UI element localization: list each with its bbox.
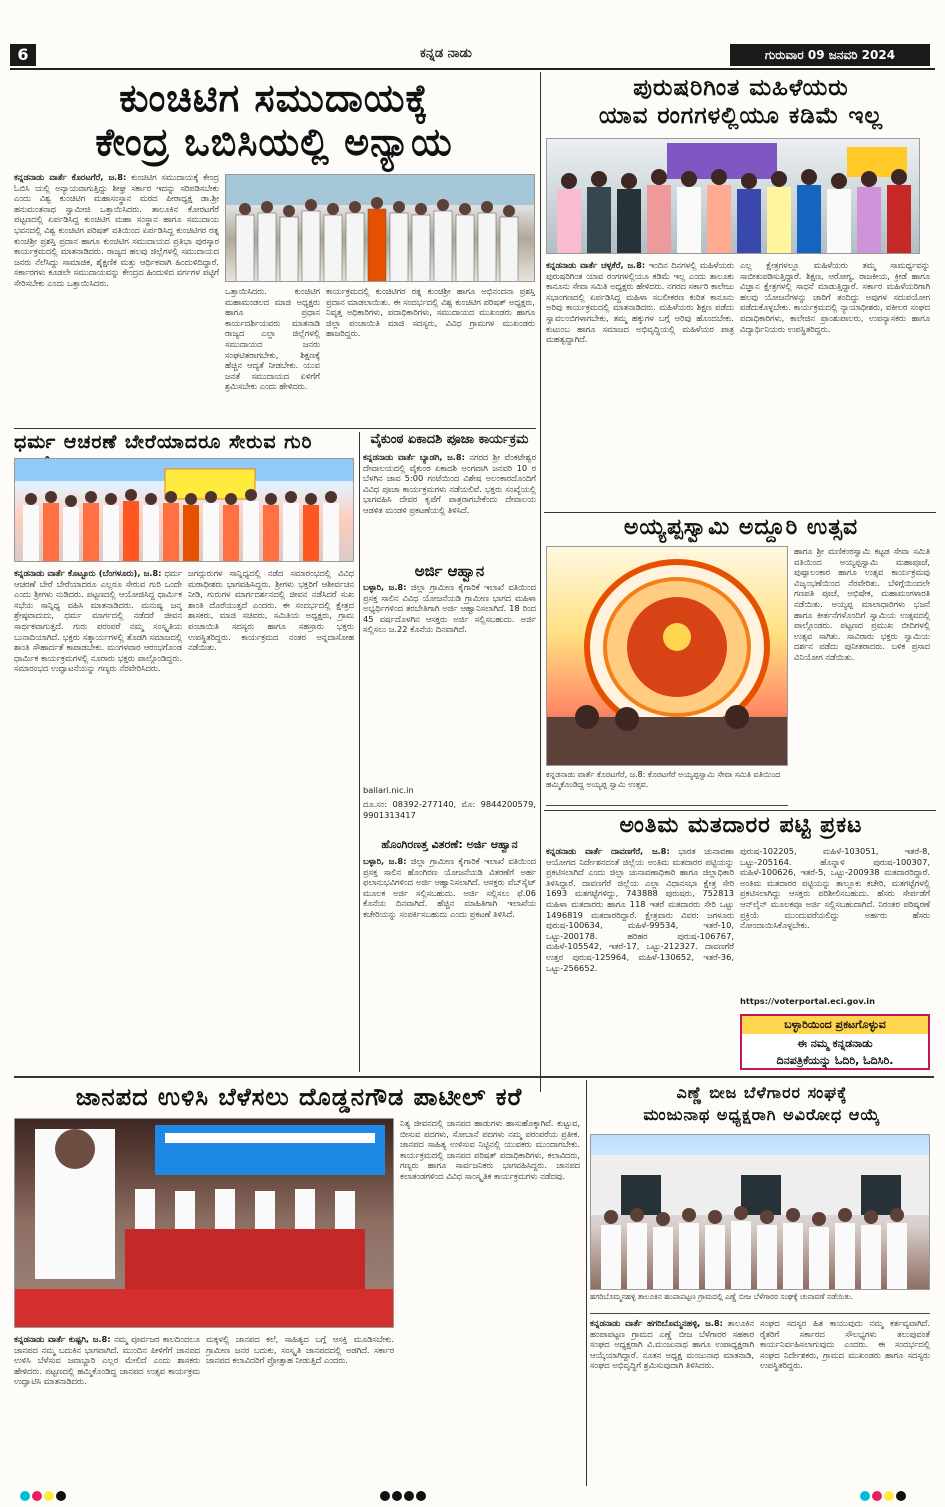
women-dateline: ಕನ್ನಡನಾಡು ವಾರ್ತೆ ಚಳ್ಳಕೆರೆ, ಜ.8: [546, 260, 646, 270]
voters-headline: ಅಂತಿಮ ಮತದಾರರ ಪಟ್ಟಿ ಪ್ರಕಟ [619, 813, 863, 838]
section-rule-right [544, 512, 936, 513]
section-rule-bottom [14, 1076, 934, 1078]
column-divider [540, 72, 541, 1092]
women-photo-art [547, 139, 920, 254]
dharma-body-2: ಜಗದ್ಗುರುಗಳ ಸಾನ್ನಿಧ್ಯದಲ್ಲಿ ನಡೆದ ಸಮಾರಂಭದಲ್ಲಿ ವಿವಿಧ ಮಠಾಧೀಶರು ಭಾಗವಹಿಸಿದ್ದರು. ಶ್ರೀಗಳು ಭಕ್ತರಿಗೆ ಆಶೀರ್ವಚನ ನೀಡಿ, ಗುರುಗಳ ಮಾರ್ಗದರ್ಶನದಲ್ಲಿ ಜೀವನ ನಡೆಸಿದರೆ ಸುಖ ಶಾಂತಿ ದೊರೆಯುತ್ತದೆ ಎಂದರು. ಈ ಸಂದರ್ಭದಲ್ಲಿ ಕ್ಷೇತ್ರದ ಶಾಸಕರು, ಮಾಜಿ ಸಚಿವರು, ಸಮಿತಿಯ ಅಧ್ಯಕ್ಷರು, ಗ್ರಾಮ ಪಂಚಾಯಿತಿ ಸದಸ್ಯರು ಹಾಗೂ ಸಹಸ್ರಾರು ಭಕ್ತರು ಉಪಸ್ಥಿತರಿದ್ದರು. ಕಾರ್ಯಕ್ರಮದ ನಂತರ ಅನ್ನದಾಸೋಹ ನಡೆಯಿತು. [188, 568, 354, 653]
hongirana-body [363, 856, 536, 1068]
kunchitiga-body-2: ಒತ್ತಾಯಿಸಿದರು. ಕುಂಚಿಟಿಗ ಮಹಾಮಂಡಲದ ಮಾಜಿ ಅಧ್ಯಕ್ಷರು ಹಾಗೂ ಪ್ರಧಾನ ಕಾರ್ಯದರ್ಶಿಯವರು ಮಾತನಾಡಿ ರಾಜ್ಯದ ಎಲ್ಲಾ ಜಿಲ್ಲೆಗಳಲ್ಲಿ ಸಮುದಾಯದ ಜನರು ಸಂಘಟಿತರಾಗಬೇಕು, ಶಿಕ್ಷಣಕ್ಕೆ ಹೆಚ್ಚಿನ ಆದ್ಯತೆ ನೀಡಬೇಕು. ಯುವ ಜನತೆ ಸಮುದಾಯದ ಏಳಿಗೆಗೆ ಶ್ರಮಿಸಬೇಕು ಎಂದು ಹೇಳಿದರು. [225, 286, 320, 392]
women-photo [546, 138, 920, 254]
janapada-col-3 [400, 1118, 580, 1484]
ayyappa-headline: ಅಯ್ಯಪ್ಪಸ್ವಾಮಿ ಅದ್ದೂರಿ ಉತ್ಸವ [623, 515, 859, 540]
kunchitiga-photo-art [226, 175, 535, 282]
janapada-col-2 [206, 1334, 394, 1484]
kunchitiga-col-1 [14, 172, 219, 422]
promo-line-1: ಬಳ್ಳಾರಿಯಿಂದ ಪ್ರಕಟಗೊಳ್ಳುವ [742, 1016, 928, 1034]
dharma-col-1 [14, 568, 182, 1068]
voters-body-2: ಪುರುಷ-102205, ಮಹಿಳೆ-103051, ಇತರೆ-8, ಒಟ್ಟು-205164. ಹೊನ್ನಾಳಿ ಪುರುಷ-100307, ಮಹಿಳೆ-100626, ಇತರೆ-5, ಒಟ್ಟು-200938 ಮತದಾರರಿದ್ದಾರೆ. ಅಂತಿಮ ಮತದಾರರ ಪಟ್ಟಿಯನ್ನು ತಾಲ್ಲೂಕು ಕಚೇರಿ, ಮತಗಟ್ಟೆಗಳಲ್ಲಿ ಪ್ರಕಟಿಸಲಾಗಿದ್ದು ಆಸಕ್ತರು ಪರಿಶೀಲಿಸಬಹುದು. ಹೆಸರು ಸೇರ್ಪಡೆಗೆ ಆನ್‌ಲೈನ್ ಮೂಲಕವೂ ಅರ್ಜಿ ಸಲ್ಲಿಸಬಹುದಾಗಿದೆ. ನಿರಂತರ ಪರಿಷ್ಕರಣೆ ಪ್ರಕ್ರಿಯೆ ಮುಂದುವರೆಯಲಿದ್ದು ಅರ್ಹರು ಹೆಸರು ನೋಂದಾಯಿಸಿಕೊಳ್ಳಬೇಕು. [740, 846, 930, 931]
oilseeds-dateline: ಕನ್ನಡನಾಡು ವಾರ್ತೆ ಹಗರಿಬೊಮ್ಮನಹಳ್ಳಿ, ಜ.8: [590, 1318, 724, 1328]
arji-text: ಜಿಲ್ಲಾ ಗ್ರಾಮೀಣ ಕೈಗಾರಿಕೆ ಇಲಾಖೆ ವತಿಯಿಂದ ಪ್ರಸಕ್ತ ಸಾಲಿನ ವಿವಿಧ ಯೋಜನೆಯಡಿ ಗ್ರಾಮೀಣ ಭಾಗದ ಮಹಿಳಾ ಅಭ್ಯರ್ಥಿಗಳಿಂದ ತರಬೇತಿಗಾಗಿ ಅರ್ಜಿ ಆಹ್ವಾನಿಸಲಾಗಿದೆ. 18 ರಿಂದ 45 ವರ್ಷದೊಳಗಿನ ಆಸಕ್ತರು ಅರ್ಜಿ ಸಲ್ಲಿಸಬಹುದು. ಅರ್ಜಿ ಸಲ್ಲಿಸಲು ಜ.22 ಕೊನೆಯ ದಿನವಾಗಿದೆ. [363, 582, 536, 635]
oilseeds-photo-art [591, 1135, 930, 1290]
voters-website[interactable]: https://voterportal.eci.gov.in [740, 996, 875, 1006]
ayyappa-body: ಹಾಗೂ ಶ್ರೀ ಮಣಿಕಂಠಸ್ವಾಮಿ ಕಟ್ಟಡ ಸೇವಾ ಸಮಿತಿ ವತಿಯಿಂದ ಅಯ್ಯಪ್ಪಸ್ವಾಮಿ ಮಹಾಪೂಜೆ, ಪುಷ್ಪಾಲಂಕಾರ ಹಾಗೂ ಉತ್ಸವ ಕಾರ್ಯಕ್ರಮವು ವಿಜೃಂಭಣೆಯಿಂದ ನೆರವೇರಿತು. ಬೆಳಿಗ್ಗೆಯಿಂದಲೇ ಗಣಪತಿ ಪೂಜೆ, ಅಭಿಷೇಕ, ಮಹಾಮಂಗಳಾರತಿ ನಡೆಯಿತು. ಅಯ್ಯಪ್ಪ ಮಾಲಾಧಾರಿಗಳು ಭಜನೆ ಹಾಗೂ ಕೀರ್ತನೆಗಳೊಂದಿಗೆ ಸ್ವಾಮಿಯ ಉತ್ಸವದಲ್ಲಿ ಪಾಲ್ಗೊಂಡರು. ಪಟ್ಟಣದ ಪ್ರಮುಖ ಬೀದಿಗಳಲ್ಲಿ ಉತ್ಸವ ಸಾಗಿತು. ಸಾವಿರಾರು ಭಕ್ತರು ಸ್ವಾಮಿಯ ದರ್ಶನ ಪಡೆದು ಪುನೀತರಾದರು. ಬಳಿಕ ಪ್ರಸಾದ ವಿನಿಯೋಗ ನಡೆಯಿತು. [794, 546, 930, 662]
janapada-col-1 [14, 1334, 200, 1484]
hongirana-headline: ಹೊಂಗಿರಣತ್ತ ವಿತರಣೆ: ಅರ್ಜಿ ಆಹ್ವಾನ [381, 838, 518, 851]
women-headline-2: ಯಾವ ರಂಗಗಳಲ್ಲಿಯೂ ಕಡಿಮೆ ಇಲ್ಲ [598, 103, 884, 129]
hongirana-text: ಜಿಲ್ಲಾ ಗ್ರಾಮೀಣ ಕೈಗಾರಿಕೆ ಇಲಾಖೆ ವತಿಯಿಂದ ಪ್ರಸಕ್ತ ಸಾಲಿನ ಹೊಂಗಿರಣ ಯೋಜನೆಯಡಿ ವಿತರಣೆಗೆ ಅರ್ಹ ಫಲಾನುಭವಿಗಳಿಂದ ಅರ್ಜಿ ಆಹ್ವಾನಿಸಲಾಗಿದೆ. ಆಸಕ್ತರು ವೆಬ್‌ಸೈಟ್ ಮೂಲಕ ಅರ್ಜಿ ಸಲ್ಲಿಸಬಹುದು. ಅರ್ಜಿ ಸಲ್ಲಿಸಲು ಫೆ.06 ಕೊನೆಯ ದಿನವಾಗಿದೆ. ಹೆಚ್ಚಿನ ಮಾಹಿತಿಗಾಗಿ ಇಲಾಖೆಯ ಕಚೇರಿಯನ್ನು ಸಂಪರ್ಕಿಸಬಹುದು ಎಂದು ಪ್ರಕಟಣೆ ತಿಳಿಸಿದೆ. [363, 856, 536, 919]
kunchitiga-col-2 [225, 286, 320, 426]
paper-name: ಕನ್ನಡ ನಾಡು [420, 46, 472, 61]
arji-body [363, 582, 536, 782]
vaikuntha-dateline: ಕನ್ನಡನಾಡು ವಾರ್ತೆ ಬ್ಯಾಡಗಿ, ಜ.8: [363, 452, 465, 462]
page-number: 6 [10, 44, 36, 66]
kunchitiga-photo [225, 174, 535, 282]
masthead-rule [10, 68, 935, 70]
arji-website: ballari.nic.in [363, 785, 414, 795]
dharma-photo-art [15, 459, 354, 562]
kunchitiga-headline-1: ಕುಂಚಿಟಿಗ ಸಮುದಾಯಕ್ಕೆ [119, 76, 429, 120]
ayyappa-caption: ಕನ್ನಡನಾಡು ವಾರ್ತೆ ಕೊರಟಗೆರೆ, ಜ.8: ಕೊರಟಗೆರೆ ಅಯ್ಯಪ್ಪಸ್ವಾಮಿ ಸೇವಾ ಸಮಿತಿ ವತಿಯಿಂದ ಹಮ್ಮಿಕೊಂಡಿದ್ದ ಅಯ್ಯಪ್ಪ ಸ್ವಾಮಿ ಉತ್ಸವ. [546, 770, 788, 806]
janapada-body-2: ಮಕ್ಕಳಲ್ಲಿ ಜಾನಪದ ಕಲೆ, ಸಾಹಿತ್ಯದ ಬಗ್ಗೆ ಆಸಕ್ತಿ ಮೂಡಿಸಬೇಕು. ಗ್ರಾಮೀಣ ಜನರ ಬದುಕು, ಸಂಸ್ಕೃತಿ ಜಾನಪದದಲ್ಲಿ ಅಡಗಿದೆ. ಸರ್ಕಾರ ಜಾನಪದ ಕಲಾವಿದರಿಗೆ ಪ್ರೋತ್ಸಾಹ ನೀಡುತ್ತಿದೆ ಎಂದರು. [206, 1334, 394, 1366]
oilseeds-col-2 [760, 1318, 930, 1484]
women-col-2 [740, 260, 930, 510]
dharma-body-1: ಧರ್ಮ ಆಚರಣೆ ಬೇರೆ ಬೇರೆಯಾದರೂ ಎಲ್ಲರೂ ಸೇರುವ ಗುರಿ ಒಂದೇ ಎಂದು ಶ್ರೀಗಳು ನುಡಿದರು. ಪಟ್ಟಣದಲ್ಲಿ ಆಯೋಜಿಸಿದ್ದ ಧಾರ್ಮಿಕ ಸಭೆಯ ಸಾನ್ನಿಧ್ಯ ವಹಿಸಿ ಮಾತನಾಡಿದರು. ಮನುಷ್ಯ ಜನ್ಮ ಶ್ರೇಷ್ಠವಾದುದು, ಧರ್ಮ ಮಾರ್ಗದಲ್ಲಿ ನಡೆದರೆ ಜೀವನ ಸಾರ್ಥಕವಾಗುತ್ತದೆ. ಗುರು ಪರಂಪರೆ ನಮ್ಮ ಸಂಸ್ಕೃತಿಯ ಬುನಾದಿಯಾಗಿದೆ. ಭಕ್ತರು ಸತ್ಕಾರ್ಯಗಳಲ್ಲಿ ತೊಡಗಿ ಸಮಾಜದಲ್ಲಿ ಶಾಂತಿ ಸೌಹಾರ್ದತೆ ಕಾಪಾಡಬೇಕು. ಮಂಗಳವಾರ ಆರಂಭಗೊಂಡ ಧಾರ್ಮಿಕ ಕಾರ್ಯಕ್ರಮಗಳಲ್ಲಿ ನೂರಾರು ಭಕ್ತರು ಪಾಲ್ಗೊಂಡಿದ್ದರು. ಸಮಾರಂಭದ ಉದ್ಘಾಟನೆಯನ್ನು ಗಣ್ಯರು ನೆರವೇರಿಸಿದರು. [14, 568, 182, 674]
promo-line-3: ದಿನಪತ್ರಿಕೆಯನ್ನು ಓದಿರಿ, ಓದಿಸಿರಿ. [776, 1054, 894, 1067]
hongirana-dateline: ಬಳ್ಳಾರಿ, ಜ.8: [363, 856, 407, 866]
women-headline-1: ಪುರುಷರಿಗಿಂತ ಮಹಿಳೆಯರು [633, 75, 849, 101]
women-col-1 [546, 260, 734, 510]
voters-col-1 [546, 846, 734, 1068]
janapada-dateline: ಕನ್ನಡನಾಡು ವಾರ್ತೆ ಕುಷ್ಟಗಿ, ಜ.8: [14, 1334, 111, 1344]
dharma-dateline: ಕನ್ನಡನಾಡು ವಾರ್ತೆ ಕೊಟ್ಟೂರು (ಬೆಂಗಳೂರು), ಜ.8: [14, 568, 162, 578]
dharma-headline: ಧರ್ಮ ಆಚರಣೆ ಬೇರೆಯಾದರೂ ಸೇರುವ ಗುರಿ [14, 431, 313, 453]
vaikuntha-body [363, 452, 536, 560]
kunchitiga-body-1: ಕುಂಚಿಟಿಗ ಸಮುದಾಯಕ್ಕೆ ಕೇಂದ್ರ ಓಬಿಸಿ ಯಲ್ಲಿ ಅನ್ಯಾಯವಾಗುತ್ತಿದ್ದು ಶೀಘ್ರ ಸರ್ಕಾರ ಇದನ್ನು ಸರಿಪಡಿಸಬೇಕು ಎಂದು ವಿಶ್ವ ಕುಂಚಿಟಿಗ ಮಹಾಸಂಸ್ಥಾನ ಮಠದ ಪೀಠಾಧ್ಯಕ್ಷ ಡಾ.ಶ್ರೀ ಹನುಮಂತನಾಥ ಸ್ವಾಮೀಜಿ ಒತ್ತಾಯಿಸಿದರು. ತಾಲೂಕಿನ ಕೋರಟಗೆರೆ ಪಟ್ಟಣದಲ್ಲಿ ಏರ್ಪಡಿಸಿದ್ದ ಕುಂಚಿಟಿಗ ಮಹಾ ಸಂಸ್ಥಾನ ಹಾಗೂ ಸಮುದಾಯ ಭವನದಲ್ಲಿ ವಿಶ್ವ ಕುಂಚಿಟಿಗ ಪರಿಷತ್ ವತಿಯಿಂದ ಏರ್ಪಡಿಸಿದ್ದ ಕುಂಚಿಟಿಗರ ರತ್ನ ಕುಂಚಿಶ್ರೀ ಪ್ರಶಸ್ತಿ ಪ್ರದಾನ ಹಾಗೂ ಕುಂಚಿಟಿಗ ಸಮುದಾಯದ ಪ್ರತಿಭಾ ಪುರಸ್ಕಾರ ಕಾರ್ಯಕ್ರಮದಲ್ಲಿ ಮಾತನಾಡಿದರು. ರಾಜ್ಯದ ಹಲವು ಜಿಲ್ಲೆಗಳಲ್ಲಿ ಸಮುದಾಯದ ಜನರು ನೆಲೆಸಿದ್ದು ಸಾಮಾಜಿಕ, ಶೈಕ್ಷಣಿಕ ಮತ್ತು ಆರ್ಥಿಕವಾಗಿ ಹಿಂದುಳಿದಿದ್ದಾರೆ. ಸರ್ಕಾರಗಳು ಕೂಡಲೇ ಸಮುದಾಯವನ್ನು ಕೇಂದ್ರದ ಹಿಂದುಳಿದ ವರ್ಗಗಳ ಪಟ್ಟಿಗೆ ಸೇರಿಸಬೇಕು ಎಂದು ಒತ್ತಾಯಿಸಿದರು. [14, 172, 219, 288]
oilseeds-col-1 [590, 1318, 754, 1484]
janapada-photo [14, 1118, 394, 1328]
voters-col-2 [740, 846, 930, 994]
women-body-2: ಎಲ್ಲ ಕ್ಷೇತ್ರಗಳಲ್ಲೂ ಮಹಿಳೆಯರು ತಮ್ಮ ಸಾಮರ್ಥ್ಯವನ್ನು ಸಾಬೀತುಪಡಿಸುತ್ತಿದ್ದಾರೆ. ಶಿಕ್ಷಣ, ಆರೋಗ್ಯ, ರಾಜಕೀಯ, ಕ್ರೀಡೆ ಹಾಗೂ ವಿಜ್ಞಾನ ಕ್ಷೇತ್ರಗಳಲ್ಲಿ ಸಾಧನೆ ಮಾಡುತ್ತಿದ್ದಾರೆ. ಸರ್ಕಾರ ಮಹಿಳೆಯರಿಗಾಗಿ ಹಲವು ಯೋಜನೆಗಳನ್ನು ಜಾರಿಗೆ ತಂದಿದ್ದು ಅವುಗಳ ಸದುಪಯೋಗ ಪಡೆದುಕೊಳ್ಳಬೇಕು. ಕಾರ್ಯಕ್ರಮದಲ್ಲಿ ನ್ಯಾಯಾಧೀಶರು, ವಕೀಲರ ಸಂಘದ ಪದಾಧಿಕಾರಿಗಳು, ಕಾಲೇಜಿನ ಪ್ರಾಂಶುಪಾಲರು, ಉಪನ್ಯಾಸಕರು ಹಾಗೂ ವಿದ್ಯಾರ್ಥಿನಿಯರು ಉಪಸ್ಥಿತರಿದ್ದರು. [740, 260, 930, 334]
column-divider-bottom [586, 1080, 587, 1486]
promo-box [740, 1014, 930, 1070]
dharma-col-2 [188, 568, 354, 1068]
kunchitiga-body-3: ಕಾರ್ಯಕ್ರಮದಲ್ಲಿ ಕುಂಚಿಟಿಗರ ರತ್ನ ಕುಂಚಿಶ್ರೀ ಹಾಗೂ ಅಭಿನಂದನಾ ಪ್ರಶಸ್ತಿ ಪ್ರದಾನ ಮಾಡಲಾಯಿತು. ಈ ಸಂದರ್ಭದಲ್ಲಿ ವಿಶ್ವ ಕುಂಚಿಟಿಗ ಪರಿಷತ್ ಅಧ್ಯಕ್ಷರು, ನಿವೃತ್ತ ಅಧಿಕಾರಿಗಳು, ಪದಾಧಿಕಾರಿಗಳು, ಸಮುದಾಯದ ಮುಖಂಡರು ಹಾಗೂ ಜಿಲ್ಲಾ ಪಂಚಾಯಿತಿ ಮಾಜಿ ಸದಸ್ಯರು, ವಿವಿಧ ಗ್ರಾಮಗಳ ಮುಖಂಡರು ಹಾಜರಿದ್ದರು. [326, 286, 535, 339]
arji-contact: ದೂ.ಸಂ: 08392-277140, ಮೊ: 9844200579, 9901313417 [363, 799, 536, 820]
kunchitiga-dateline: ಕನ್ನಡನಾಡು ವಾರ್ತೆ ಕೊರಟಗೆರೆ, ಜ.8: [14, 172, 127, 182]
janapada-body-3: ನಿತ್ಯ ಜೀವನದಲ್ಲಿ ಜಾನಪದ ಹಾಡುಗಳು ಹಾಸುಹೊಕ್ಕಾಗಿವೆ. ಕುಟ್ಟುವ, ಬೀಸುವ ಪದಗಳು, ಸೋಬಾನೆ ಪದಗಳು ನಮ್ಮ ಪರಂಪರೆಯ ಪ್ರತೀಕ. ಜಾನಪದ ಸಾಹಿತ್ಯ ಉಳಿಸುವ ನಿಟ್ಟಿನಲ್ಲಿ ಯುವಕರು ಮುಂದಾಗಬೇಕು. ಕಾರ್ಯಕ್ರಮದಲ್ಲಿ ಜಾನಪದ ಪರಿಷತ್ ಪದಾಧಿಕಾರಿಗಳು, ಕಲಾವಿದರು, ಗಣ್ಯರು ಹಾಗೂ ಸಾರ್ವಜನಿಕರು ಭಾಗವಹಿಸಿದ್ದರು. ಜಾನಪದ ಕಲಾತಂಡಗಳಿಂದ ವಿವಿಧ ಸಾಂಸ್ಕೃತಿಕ ಕಾರ್ಯಕ್ರಮಗಳು ನಡೆದವು. [400, 1118, 580, 1181]
registration-marks-right [860, 1490, 908, 1504]
oilseeds-headline-2: ಮಂಜುನಾಥ ಅಧ್ಯಕ್ಷರಾಗಿ ಅವಿರೋಧ ಆಯ್ಕೆ [643, 1105, 881, 1124]
dharma-photo [14, 458, 354, 562]
voters-body-1: ಭಾರತ ಚುನಾವಣಾ ಆಯೋಗದ ನಿರ್ದೇಶನದಂತೆ ಜಿಲ್ಲೆಯ ಅಂತಿಮ ಮತದಾರರ ಪಟ್ಟಿಯನ್ನು ಪ್ರಕಟಿಸಲಾಗಿದೆ ಎಂದು ಜಿಲ್ಲಾ ಚುನಾವಣಾಧಿಕಾರಿ ಹಾಗೂ ಜಿಲ್ಲಾಧಿಕಾರಿ ತಿಳಿಸಿದ್ದಾರೆ. ದಾವಣಗೆರೆ ಜಿಲ್ಲೆಯ ಎಲ್ಲಾ ವಿಧಾನಸಭಾ ಕ್ಷೇತ್ರ ಸೇರಿ 1693 ಮತಗಟ್ಟೆಗಳಿದ್ದು, 743888 ಪುರುಷರು, 752813 ಮಹಿಳಾ ಮತದಾರರು ಹಾಗೂ 118 ಇತರೆ ಮತದಾರರು ಸೇರಿ ಒಟ್ಟು 1496819 ಮತದಾರರಿದ್ದಾರೆ. ಕ್ಷೇತ್ರವಾರು ವಿವರ: ಜಗಳೂರು ಪುರುಷ-100634, ಮಹಿಳೆ-99534, ಇತರೆ-10, ಒಟ್ಟು-200178. ಹರಿಹರ ಪುರುಷ-106767, ಮಹಿಳೆ-105542, ಇತರೆ-17, ಒಟ್ಟು-212327. ದಾವಣಗೆರೆ ಉತ್ತರ ಪುರುಷ-125964, ಮಹಿಳೆ-130652, ಇತರೆ-36, ಒಟ್ಟು-256652. [546, 846, 734, 973]
column-divider-inner [359, 432, 360, 1072]
kunchitiga-col-3 [326, 286, 535, 426]
women-body-1: ಇಂದಿನ ದಿನಗಳಲ್ಲಿ ಮಹಿಳೆಯರು ಪುರುಷರಿಗಿಂತ ಯಾವ ರಂಗಗಳಲ್ಲಿಯೂ ಕಡಿಮೆ ಇಲ್ಲ ಎಂದು ತಾಲೂಕು ಕಾನೂನು ಸೇವಾ ಸಮಿತಿ ಅಧ್ಯಕ್ಷರು ಹೇಳಿದರು. ನಗರದ ಸರ್ಕಾರಿ ಕಾಲೇಜು ಸಭಾಂಗಣದಲ್ಲಿ ಏರ್ಪಡಿಸಿದ್ದ ಮಹಿಳಾ ಸಬಲೀಕರಣ ಕುರಿತ ಕಾನೂನು ಅರಿವು ಕಾರ್ಯಕ್ರಮದಲ್ಲಿ ಮಾತನಾಡಿದರು. ಮಹಿಳೆಯರು ಶಿಕ್ಷಣ ಪಡೆದು ಸ್ವಾವಲಂಬಿಗಳಾಗಬೇಕು, ತಮ್ಮ ಹಕ್ಕುಗಳ ಬಗ್ಗೆ ಅರಿವು ಹೊಂದಬೇಕು. ಕುಟುಂಬ ಹಾಗೂ ಸಮಾಜದ ಅಭಿವೃದ್ಧಿಯಲ್ಲಿ ಮಹಿಳೆಯರ ಪಾತ್ರ ಮಹತ್ವದ್ದಾಗಿದೆ. [546, 260, 734, 345]
section-rule [14, 428, 536, 429]
ayyappa-photo-art [547, 547, 788, 766]
promo-line-2: ಈ ನಮ್ಮ ಕನ್ನಡನಾಡು [797, 1037, 873, 1050]
section-rule-right-2 [544, 810, 936, 811]
janapada-body-1: ನಮ್ಮ ಪೂರ್ವಜರ ಕಾಲದಿಂದಲೂ ಜಾನಪದ ನಮ್ಮ ಬದುಕಿನ ಭಾಗವಾಗಿದೆ. ಮುಂದಿನ ಪೀಳಿಗೆಗೆ ಜಾನಪದ ಉಳಿಸಿ ಬೆಳೆಸುವ ಜವಾಬ್ದಾರಿ ಎಲ್ಲರ ಮೇಲಿದೆ ಎಂದು ಶಾಸಕರು ಹೇಳಿದರು. ಪಟ್ಟಣದಲ್ಲಿ ಹಮ್ಮಿಕೊಂಡಿದ್ದ ಜಾನಪದ ಉತ್ಸವ ಕಾರ್ಯಕ್ರಮ ಉದ್ಘಾಟಿಸಿ ಮಾತನಾಡಿದರು. [14, 1334, 200, 1387]
janapada-photo-art [15, 1119, 394, 1328]
ayyappa-photo [546, 546, 788, 766]
oilseeds-body-2: ಸಂಘದ ಸದಸ್ಯರ ಹಿತ ಕಾಯುವುದು ನಮ್ಮ ಕರ್ತವ್ಯವಾಗಿದೆ. ರೈತರಿಗೆ ಸರ್ಕಾರದ ಸೌಲಭ್ಯಗಳು ತಲುಪುವಂತೆ ಕಾರ್ಯನಿರ್ವಹಿಸಲಾಗುವುದು ಎಂದರು. ಈ ಸಂದರ್ಭದಲ್ಲಿ ಸಂಘದ ನಿರ್ದೇಶಕರು, ಗ್ರಾಮದ ಮುಖಂಡರು ಹಾಗೂ ಸದಸ್ಯರು ಉಪಸ್ಥಿತರಿದ್ದರು. [760, 1318, 930, 1371]
oilseeds-body-1: ತಾಲೂಕಿನ ಹಂಪಾಪಟ್ಟಣ ಗ್ರಾಮದ ಎಣ್ಣೆ ಬೀಜ ಬೆಳೆಗಾರರ ಸಹಕಾರ ಸಂಘದ ಅಧ್ಯಕ್ಷರಾಗಿ ವಿ.ಮಂಜುನಾಥ ಹಾಗೂ ಉಪಾಧ್ಯಕ್ಷರಾಗಿ ಆಯ್ಕೆಯಾಗಿದ್ದಾರೆ. ನೂತನ ಅಧ್ಯಕ್ಷ ಮಂಜುನಾಥ ಮಾತನಾಡಿ, ಸಂಘದ ಅಭಿವೃದ್ಧಿಗೆ ಶ್ರಮಿಸುವುದಾಗಿ ತಿಳಿಸಿದರು. [590, 1318, 754, 1371]
registration-marks-center [380, 1490, 428, 1504]
kunchitiga-headline-2: ಕೇಂದ್ರ ಒಬಿಸಿಯಲ್ಲಿ ಅನ್ಯಾಯ [95, 120, 453, 164]
vaikuntha-text: ನಗರದ ಶ್ರೀ ವೆಂಕಟೇಶ್ವರ ದೇವಾಲಯದಲ್ಲಿ ವೈಕುಂಠ ಏಕಾದಶಿ ಅಂಗವಾಗಿ ಜನವರಿ 10 ರ ಬೆಳಗಿನ ಜಾವ 5:00 ಗಂಟೆಯಿಂದ ವಿಶೇಷ ಅಲಂಕಾರದೊಂದಿಗೆ ವಿವಿಧ ಪೂಜಾ ಕಾರ್ಯಕ್ರಮಗಳು ನಡೆಯಲಿವೆ. ಭಕ್ತರು ಸಂಖ್ಯೆಯಲ್ಲಿ ಭಾಗವಹಿಸಿ ದೇವರ ಕೃಪೆಗೆ ಪಾತ್ರರಾಗಬೇಕೆಂದು ದೇವಾಲಯ ಆಡಳಿತ ಮಂಡಳಿ ಪ್ರಕಟಣೆಯಲ್ಲಿ ತಿಳಿಸಿದೆ. [363, 452, 536, 515]
registration-marks-left [20, 1490, 68, 1504]
arji-headline: ಅರ್ಜಿ ಆಹ್ವಾನ [414, 562, 485, 580]
arji-dateline: ಬಳ್ಳಾರಿ, ಜ.8: [363, 582, 407, 592]
oilseeds-headline-1: ಎಣ್ಣೆ ಬೀಜ ಬೆಳೆಗಾರರ ಸಂಘಕ್ಕೆ [676, 1083, 848, 1102]
vaikuntha-headline: ವೈಕುಂಠ ಏಕಾದಶಿ ಪೂಜಾ ಕಾರ್ಯಕ್ರಮ [370, 432, 529, 447]
janapada-headline: ಜಾನಪದ ಉಳಿಸಿ ಬೆಳೆಸಲು ದೊಡ್ಡನಗೌಡ ಪಾಟೀಲ್ ಕರೆ [75, 1083, 523, 1111]
issue-date: ಗುರುವಾರ 09 ಜನವರಿ 2024 [730, 44, 930, 66]
oilseeds-caption: ಹಗರಿಬೊಮ್ಮನಹಳ್ಳಿ ತಾಲೂಕಿನ ಹಂಪಾಪಟ್ಟಣ ಗ್ರಾಮದಲ್ಲಿ ಎಣ್ಣೆ ಬೀಜ ಬೆಳೆಗಾರರ ಸಂಘಕ್ಕೆ ಚುನಾವಣೆ ನಡೆಯಿತು. [590, 1292, 930, 1314]
oilseeds-photo [590, 1134, 930, 1290]
voters-dateline: ಕನ್ನಡನಾಡು ವಾರ್ತೆ ದಾವಣಗೆರೆ, ಜ.8: [546, 846, 670, 856]
